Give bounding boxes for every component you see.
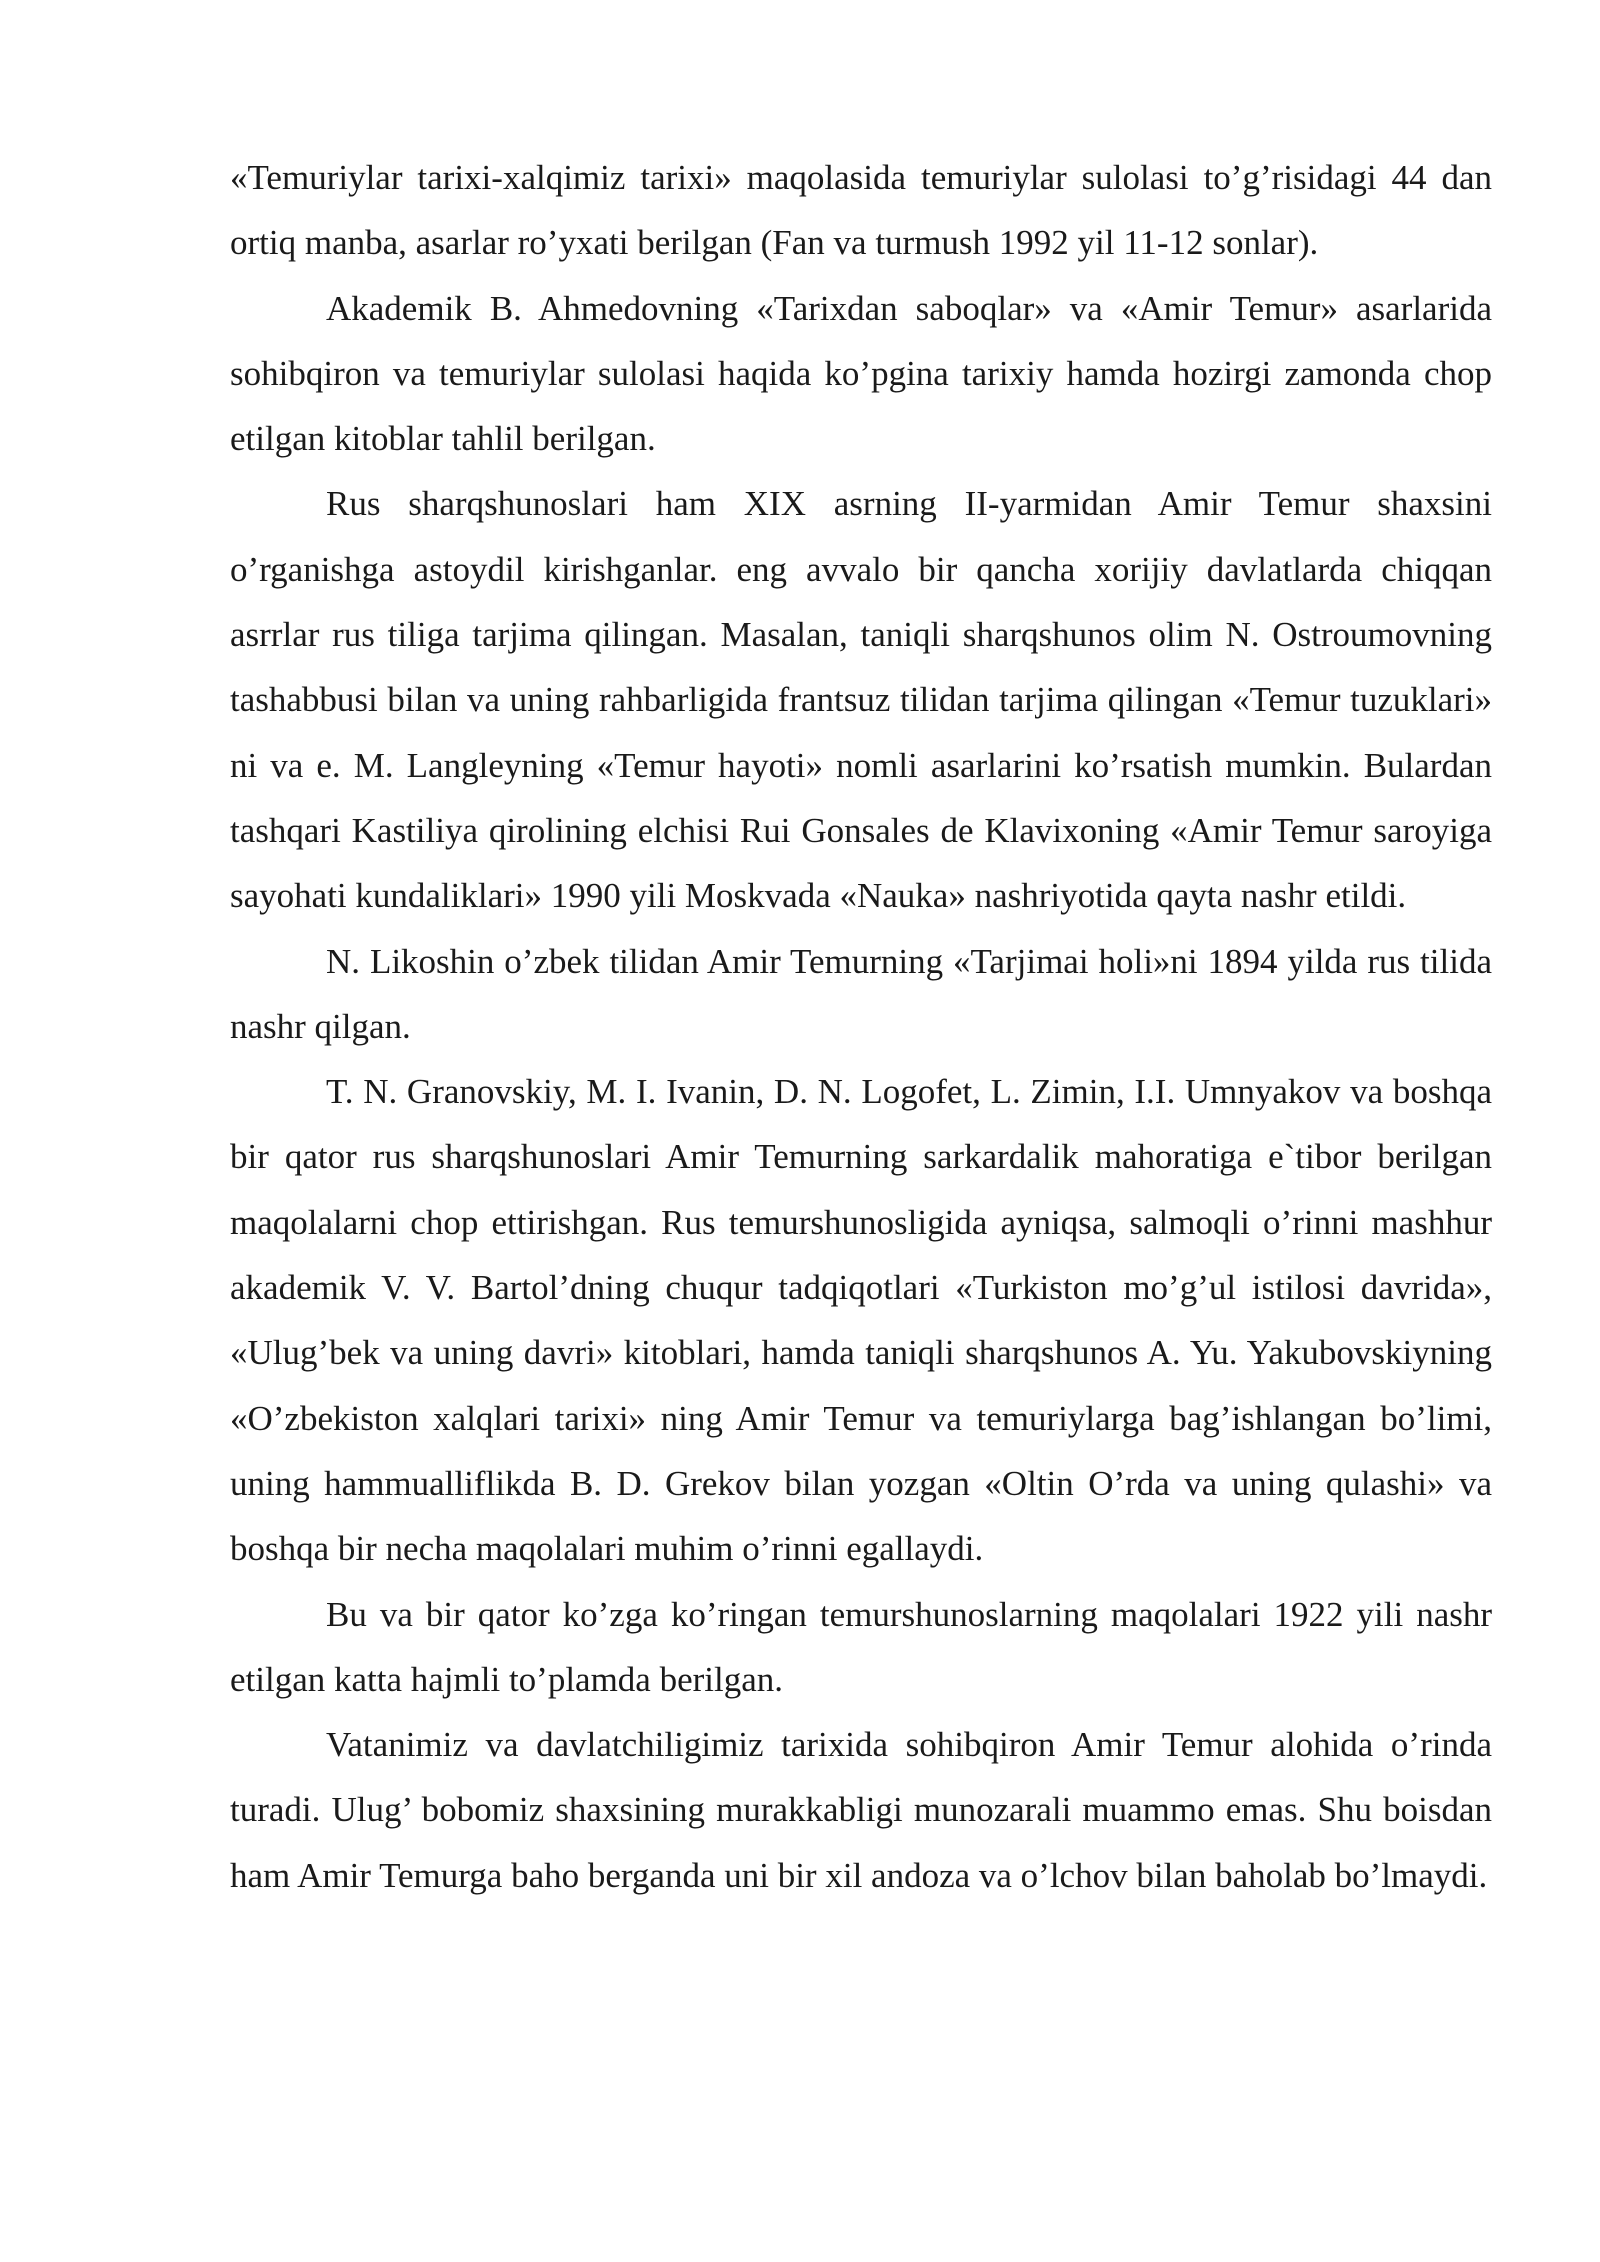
paragraph: Rus sharqshunoslari ham XIX asrning II-yarmidan Amir Temur shaxsini o’rganishga astoydil kirishganlar. eng avvalo bir qancha xorijiy davlatlarda chiqqan asrrlar rus tiliga tarjima qilingan. Masalan, taniqli sharqshunos olim N. Ostroumovning tashabbusi bilan va uning rahbarligida frantsuz tilidan tarjima qilingan «Temur tuzuklari» ni va e. M. Langleyning «Temur hayoti» nomli asarlarini ko’rsatish mumkin. Bulardan tashqari Kastiliya qirolining elchisi Rui Gonsales de Klavixoning «Amir Temur saroyiga sayohati kundaliklari» 1990 yili Moskvada «Nauka» nashriyotida qayta nashr etildi. xyxy=(230,484,1492,916)
paragraph: T. N. Granovskiy, M. I. Ivanin, D. N. Logofet, L. Zimin, I.I. Umnyakov va boshqa bir qator rus sharqshunoslari Amir Temurning sarkardalik mahoratiga e`tibor berilgan maqolalarni chop ettirishgan. Rus temurshunosligida ayniqsa, salmoqli o’rinni mashhur akademik V. V. Bartol’dning chuqur tadqiqotlari «Turkiston mo’g’ul istilosi davrida», «Ulug’bek va uning davri» kitoblari, hamda taniqli sharqshunos A. Yu. Yakubovskiyning «O’zbekiston xalqlari tarixi» ning Amir Temur va temuriylarga bag’ishlangan bo’limi, uning hammualliflikda B. D. Grekov bilan yozgan «Oltin O’rda va uning qulashi» va boshqa bir necha maqolalari muhim o’rinni egallaydi. xyxy=(230,1072,1492,1569)
paragraph: Akademik B. Ahmedovning «Tarixdan saboqlar» va «Amir Temur» asarlarida sohibqiron va temuriylar sulolasi haqida ko’pgina tarixiy hamda hozirgi zamonda chop etilgan kitoblar tahlil berilgan. xyxy=(230,288,1492,459)
paragraph: Vatanimiz va davlatchiligimiz tarixida sohibqiron Amir Temur alohida o’rinda turadi. Ulug’ bobomiz shaxsining murakkabligi munozarali muammo emas. Shu boisdan ham Amir Temurga baho berganda uni bir xil andoza va o’lchov bilan baholab bo’lmaydi. xyxy=(230,1725,1492,1895)
paragraph: «Temuriylar tarixi-xalqimiz tarixi» maqolasida temuriylar sulolasi to’g’risidagi 44 dan ortiq manba, asarlar ro’yxati berilgan (Fan va turmush 1992 yil 11-12 sonlar). xyxy=(230,158,1492,263)
paragraph: Bu va bir qator ko’zga ko’ringan temurshunoslarning maqolalari 1922 yili nashr etilgan katta hajmli to’plamda berilgan. xyxy=(230,1594,1492,1699)
document-page xyxy=(230,145,1492,1908)
paragraph: N. Likoshin o’zbek tilidan Amir Temurning «Tarjimai holi»ni 1894 yilda rus tilida nashr qilgan. xyxy=(230,941,1492,1046)
